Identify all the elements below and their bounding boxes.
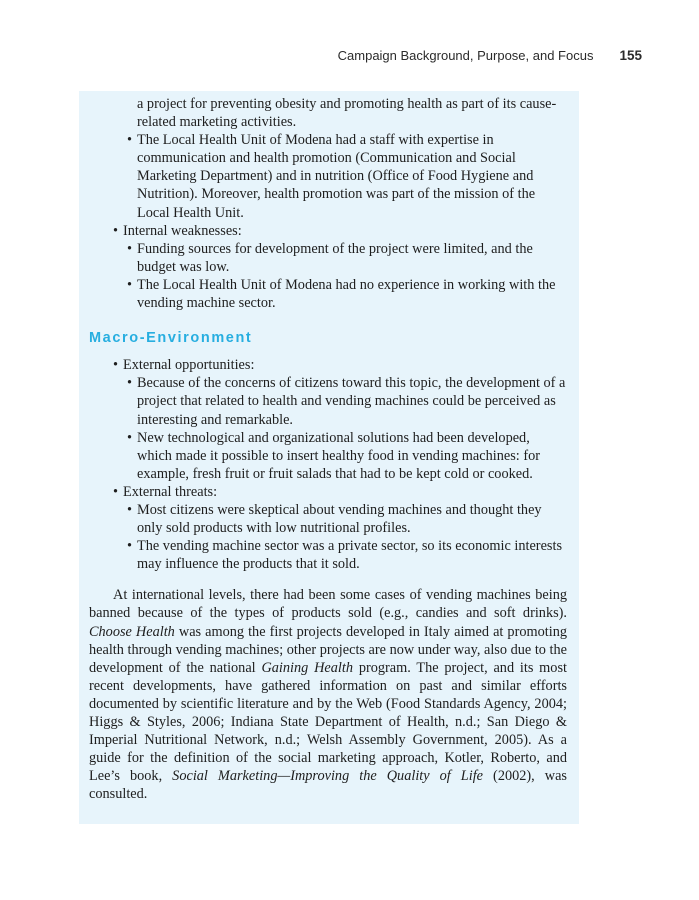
running-title: Campaign Background, Purpose, and Focus [337, 48, 594, 63]
bullet-icon: • [127, 429, 133, 446]
weaknesses-list [89, 222, 567, 240]
list-item-label: External opportunities: [123, 357, 255, 374]
page-number: 155 [619, 48, 642, 63]
list-item-text: The Local Health Unit of Modena had a staff with expertise in communication and health promotion (Communication and Social Marketing Department) and in nutrition (Office of Food Hygiene and Nutrition). Moreover, health promotion was part of the mission of the Local Health Unit. [137, 132, 536, 221]
continued-text: a project for preventing obesity and promoting health as part of its cause-related marketing activities. [137, 96, 557, 131]
content-box [79, 91, 579, 824]
list-item [89, 374, 567, 428]
italic-title-gaining-health: Gaining Health [261, 659, 354, 676]
threats-list [89, 483, 567, 501]
list-item-text: New technological and organizational solutions had been developed, which made it possible to insert healthy food in vending machines: for example, fresh fruit or fruit salads that had to be kept cold or cooked. [137, 429, 541, 482]
list-item [89, 429, 567, 483]
list-item [89, 131, 567, 221]
list-item-label: Internal weaknesses: [123, 222, 242, 239]
bullet-icon: • [127, 501, 133, 518]
paragraph-text: was among the first projects developed in Italy aimed at promoting health through vending machines; other projects are now under way, also due to the development of the national [89, 623, 567, 676]
bullet-icon: • [113, 483, 119, 500]
paragraph-text: (2002), was consulted. [89, 768, 567, 803]
list-item [89, 537, 567, 573]
list-item-external-opportunities [89, 356, 567, 374]
bullet-icon: • [113, 357, 119, 374]
list-item-label: External threats: [123, 483, 218, 500]
list-item-text: Most citizens were skeptical about vending machines and thought they only sold products with low nutritional profiles. [137, 501, 542, 537]
bullet-icon: • [127, 538, 133, 555]
bullet-icon: • [127, 276, 133, 293]
list-item-text: The Local Health Unit of Modena had no experience in working with the vending machine sector. [137, 276, 556, 312]
list-item [89, 501, 567, 537]
italic-book-title: Social Marketing—Improving the Quality of Life [172, 768, 484, 785]
list-item [89, 240, 567, 276]
list-item-internal-weaknesses [89, 222, 567, 240]
list-item [89, 276, 567, 312]
bullet-icon: • [127, 375, 133, 392]
italic-title-choose-health: Choose Health [89, 623, 175, 640]
weaknesses-sublist [89, 240, 567, 312]
section-heading: Macro-Environment [89, 330, 253, 347]
list-item-external-threats [89, 483, 567, 501]
opportunities-list [89, 356, 567, 374]
paragraph-text: program. The project, and its most recent developments, have gathered information on past and similar efforts documented by scientific literature and by the Web (Food Standards Agency, 2004; Higgs & Styles, 2006; Indiana State Department of Health, n.d.; San Diego & Imperial Nutritional Network, n.d.; Welsh Assembly Government, 2005). As a guide for the definition of the social marketing approach, Kotler, Roberto, and Lee’s book, [89, 659, 567, 785]
list-item-text: Because of the concerns of citizens toward this topic, the development of a project that related to health and vending machines could be perceived as interesting and remarkable. [137, 375, 566, 428]
bullet-icon: • [127, 132, 133, 149]
top-bullet-list [89, 131, 567, 221]
bullet-icon: • [127, 240, 133, 257]
opportunities-sublist [89, 374, 567, 483]
running-header [0, 48, 642, 63]
body-paragraph [89, 586, 567, 803]
paragraph-text: At international levels, there had been some cases of vending machines being banned because of the types of products sold (e.g., candies and soft drinks). [89, 587, 567, 622]
list-item-text: Funding sources for development of the project were limited, and the budget was low. [137, 240, 533, 275]
list-item-text: The vending machine sector was a private sector, so its economic interests may influence the products that it sold. [137, 538, 563, 573]
bullet-icon: • [113, 222, 119, 239]
threats-sublist [89, 501, 567, 573]
